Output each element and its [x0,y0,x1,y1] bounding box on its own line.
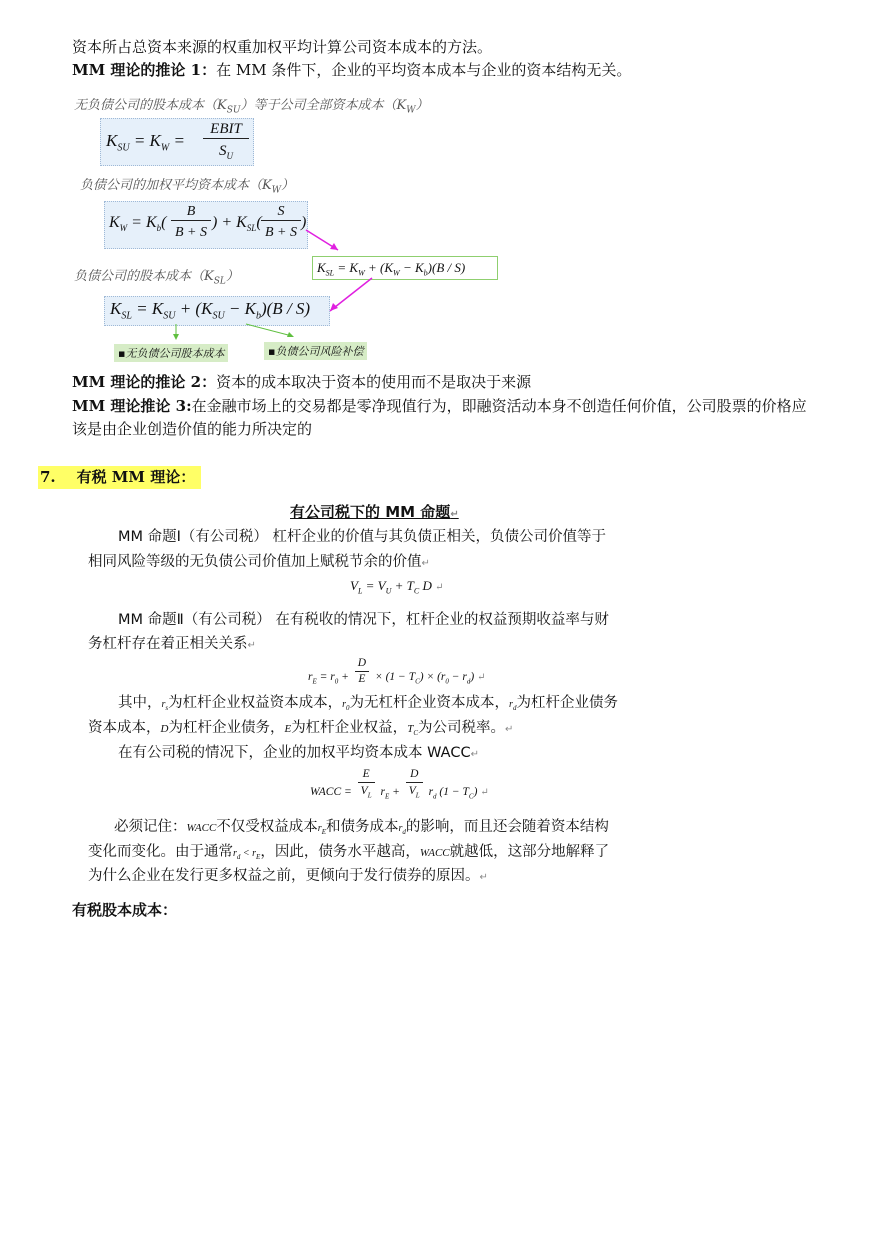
inference-3: MM 理论推论 3:在金融市场上的交易都是零净现值行为，即融资活动本身不创造任何价值，公司股票的价格应 [72,397,807,415]
inference-3-cont: 该是由企业创造价值的能力所决定的 [72,420,313,438]
inference-1-text: 在 MM 条件下，企业的平均资本成本与企业的资本结构无关。 [216,61,632,79]
caption-levered-wacc: 负债公司的加权平均资本成本$(K_W)$ [80,178,294,196]
where-line2: 资本成本，D为杠杆企业债务，E为杠杆企业权益，$T_C$为公司税率。↵ [88,720,514,738]
remember-line3: 为什么企业在发行更多权益之前，更倾向于发行债券的原因。↵ [88,868,488,884]
formula-wacc: WACC = $\frac{E}{V_L}$ $r_E$ + $\frac{D}{V_L}$ $r_d$ $(1 - T_C)$ ↵ [310,768,489,801]
inference-1-label: MM 理论的推论 1： [72,61,217,79]
tax-equity-cost-heading: 有税股本成本： [72,901,178,919]
wacc-intro: 在有公司税的情况下，企业的加权平均资本成本 WACC↵ [118,745,479,761]
note-unlevered-equity-cost: ▪无负债公司股本成本 [114,344,228,362]
formula-ksu: $K_{SU} = K_W$ = EBIT $S_U$ [100,118,254,166]
mm-prop1-line1: MM 命题Ⅰ（有公司税） 杠杆企业的价值与其负债正相关，负债公司价值等于 [118,529,607,545]
caption-unlevered-equity-cost: 无负债公司的股本成本$(K_{SU})$等于公司全部资本成本$(K_W)$ [74,98,429,116]
mm-tax-title: 有公司税下的 MM 命题↵ [290,503,459,521]
mm-prop2-line1: MM 命题Ⅱ（有公司税） 在有税收的情况下，杠杆企业的权益预期收益率与财 [118,612,609,628]
formula-vl: $V_L = V_U + T_C$ D ↵ [350,578,444,596]
mm-prop1-line2: 相同风险等级的无负债公司价值加上赋税节余的价值↵ [88,554,430,570]
remember-line2: 变化而变化。由于通常$r_d < r_E$，因此，债务水平越高，WACC就越低，这部分地解释了 [88,844,610,861]
mm-prop2-line2: 务杠杆存在着正相关关系↵ [88,636,256,652]
formula-re: $r_E = r_0$ + $\frac{D}{E}$ × $(1 - T_C) \times (r_0 - r_d)$ ↵ [308,657,486,686]
where-line1: 其中，$r_s$为杠杆企业权益资本成本，$r_0$为无杠杆企业资本成本，$r_d$为杠杆企业债务 [118,695,618,712]
inference-2: MM 理论的推论 2：资本的成本取决于资本的使用而不是取决于来源 [72,373,532,391]
intro-line: 资本所占总资本来源的权重加权平均计算公司资本成本的方法。 [72,38,493,56]
section-7-heading: 7. 有税 MM 理论： [38,466,201,489]
formula-ksl: $K_{SL} = K_{SU} + (K_{SU} - K_b)(B / S)$ [104,296,330,326]
remember-line1: 必须记住：WACC不仅受权益成本$r_E$和债务成本$r_d$的影响，而且还会随着资本结构 [114,819,609,836]
note-risk-premium: ▪负债公司风险补偿 [264,342,367,360]
formula-kw: $K_W = K_b$( B B + S ) + $K_{SL}$( S B + S ) [104,201,308,249]
caption-levered-equity-cost: 负债公司的股本成本$(K_{SL})$ [74,269,239,287]
formula-ksl-derived: $K_{SL} = K_W + (K_W - K_b)(B / S)$ [312,256,498,280]
